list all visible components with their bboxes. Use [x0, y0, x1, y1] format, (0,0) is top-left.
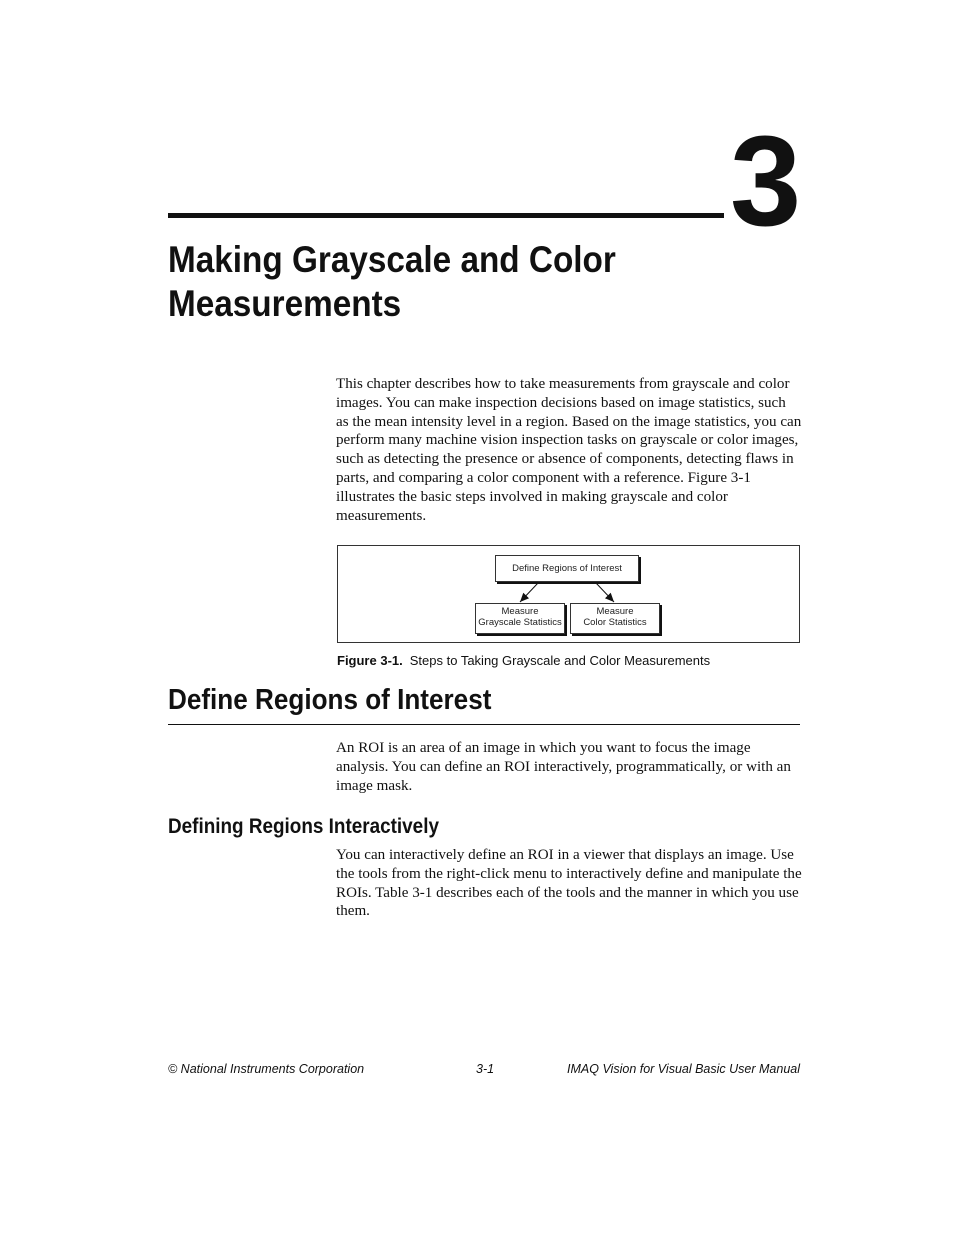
footer-copyright: © National Instruments Corporation — [168, 1062, 365, 1076]
subsection-heading: Defining Regions Interactively — [168, 815, 439, 838]
figure-caption-label: Figure 3-1. — [337, 653, 403, 668]
footer-page-number: 3-1 — [476, 1062, 495, 1076]
section-paragraph: An ROI is an area of an image in which you want to focus the image analysis. You can define an ROI interactively, programmatically, or with an image mask. — [336, 740, 791, 794]
subsection-paragraph: You can interactively define an ROI in a viewer that displays an image. Use the tools from the right-click menu to interactively define and manipulate the ROIs. Table 3-1 describes each of the tools and the manner in which you use them. — [336, 847, 802, 920]
grayscale-box-line2: Grayscale Statistics — [478, 617, 562, 628]
section-heading: Define Regions of Interest — [168, 684, 492, 716]
color-statistics-box — [570, 603, 660, 634]
arrow-to-color — [596, 583, 614, 602]
grayscale-box-line1: Measure — [501, 606, 539, 617]
figure-caption — [337, 653, 798, 668]
figure-caption-text: Steps to Taking Grayscale and Color Measurements — [409, 653, 711, 668]
define-roi-label: Define Regions of Interest — [512, 563, 622, 574]
arrow-to-grayscale — [520, 583, 538, 602]
chapter-rule — [168, 213, 724, 218]
chapter-title: Making Grayscale and Color Measurements — [168, 239, 616, 324]
chapter-number: 3 — [730, 110, 800, 253]
color-box-line2: Color Statistics — [583, 617, 647, 628]
figure-3-1 — [337, 545, 800, 643]
section-rule — [168, 724, 800, 725]
color-box-line1: Measure — [596, 606, 634, 617]
intro-paragraph: This chapter describes how to take measurements from grayscale and color images. You can make inspection decisions based on image statistics, such as the mean intensity level in a region. Based on the image statistics, you can perform many machine vision inspection tasks on grayscale or color images, such as detecting the presence or absence of components, detecting flaws in parts, and comparing a color component with a reference. Figure 3-1 illustrates the basic steps involved in making grayscale and color measurements. — [336, 376, 802, 524]
grayscale-statistics-box — [475, 603, 565, 634]
define-roi-box — [495, 555, 639, 582]
footer-manual-title: IMAQ Vision for Visual Basic User Manual — [567, 1062, 800, 1076]
